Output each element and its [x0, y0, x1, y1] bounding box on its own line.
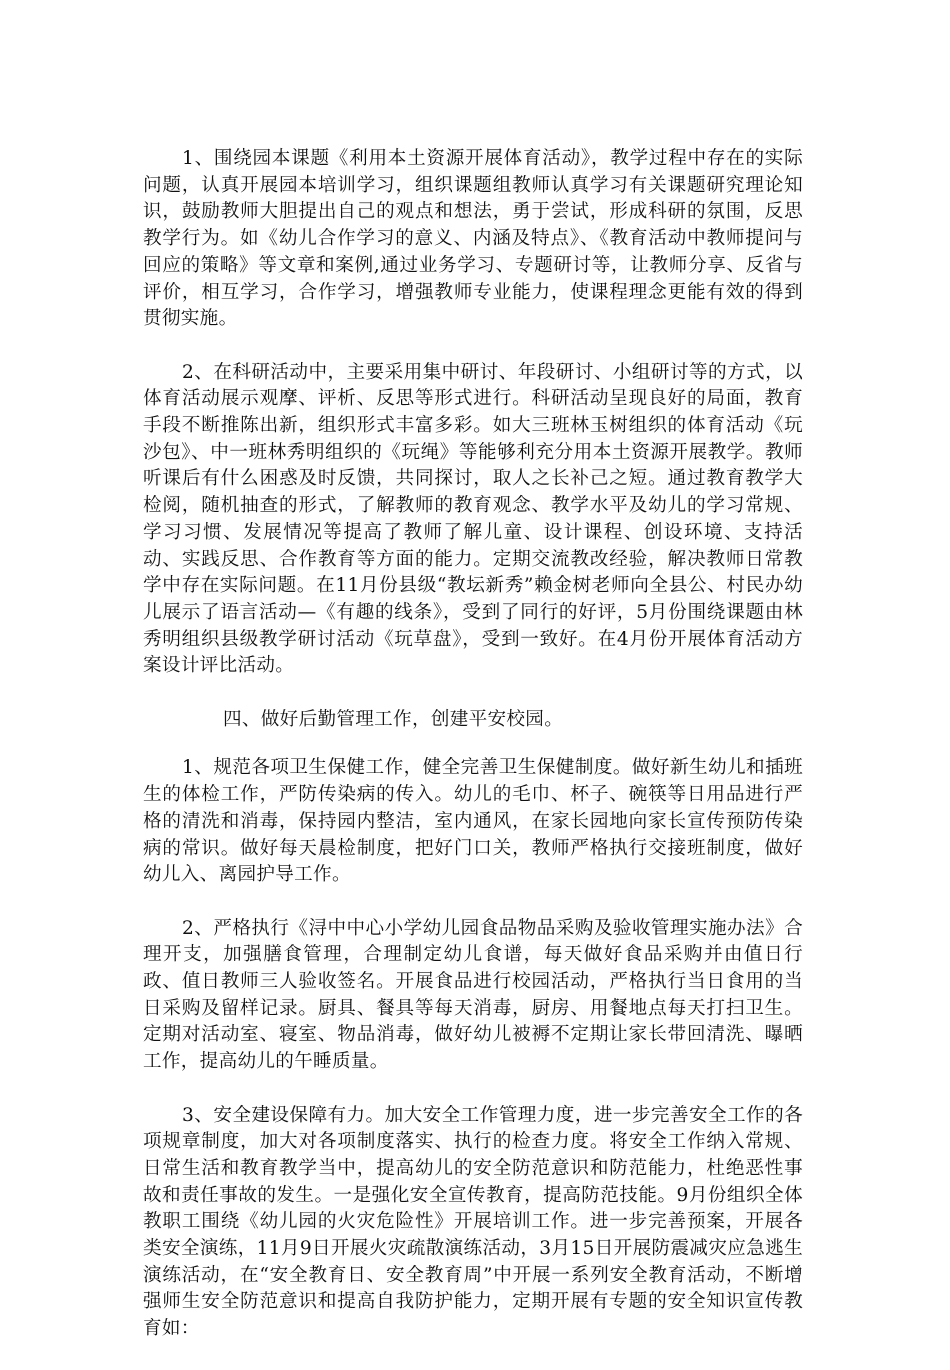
paragraph-3: 1、规范各项卫生保健工作，健全完善卫生保健制度。做好新生幼儿和插班生的体检工作，严防传染病的传入。幼儿的毛巾、杯子、碗筷等日用品进行严格的清洗和消毒，保持园内整洁，室内通风，在家长园地向家长宣传预防传染病的常识。做好每天晨检制度，把好门口关，教师严格执行交接班制度，做好幼儿入、离园护导工作。	[143, 757, 803, 886]
paragraph-5: 3、安全建设保障有力。加大安全工作管理力度，进一步完善安全工作的各项规章制度，加大对各项制度落实、执行的检查力度。将安全工作纳入常规、日常生活和教育教学当中，提高幼儿的安全防范意识和防范能力，杜绝恶性事故和责任事故的发生。一是强化安全宣传教育，提高防范技能。9月份组织全体教职工围绕《幼儿园的火灾危险性》开展培训工作。进一步完善预案，开展各类安全演练，11月9日开展火灾疏散演练活动，3月15日开展防震减灾应急逃生演练活动，在“安全教育日、安全教育周”中开展一系列安全教育活动，不断增强师生安全防范意识和提高自我防护能力，定期开展有专题的安全知识宣传教育如：	[143, 1104, 803, 1340]
paragraph-4: 2、严格执行《浔中中心小学幼儿园食品物品采购及验收管理实施办法》合理开支，加强膳食管理，合理制定幼儿食谱，每天做好食品采购并由值日行政、值日教师三人验收签名。开展食品进行校园活动，严格执行当日食用的当日采购及留样记录。厨具、餐具等每天消毒，厨房、用餐地点每天打扫卫生。定期对活动室、寝室、物品消毒，做好幼儿被褥不定期让家长带回清洗、曝晒工作，提高幼儿的午睡质量。	[143, 917, 803, 1073]
paragraph-1: 1、围绕园本课题《利用本土资源开展体育活动》，教学过程中存在的实际问题，认真开展园本培训学习，组织课题组教师认真学习有关课题研究理论知识，鼓励教师大胆提出自己的观点和想法，勇于尝试，形成科研的氛围，反思教学行为。如《幼儿合作学习的意义、内涵及特点》、《教育活动中教师提问与回应的策略》等文章和案例,通过业务学习、专题研讨等，让教师分享、反省与评价，相互学习，合作学习，增强教师专业能力，使课程理念更能有效的得到贯彻实施。	[143, 148, 803, 330]
section-heading-4: 四、做好后勤管理工作，创建平安校园。	[223, 708, 564, 730]
paragraph-2: 2、在科研活动中，主要采用集中研讨、年段研讨、小组研讨等的方式，以体育活动展示观摩、评析、反思等形式进行。科研活动呈现良好的局面，教育手段不断推陈出新，组织形式丰富多彩。如大三班林玉树组织的体育活动《玩沙包》、中一班林秀明组织的《玩绳》等能够利充分用本土资源开展教学。教师听课后有什么困惑及时反馈，共同探讨，取人之长补己之短。通过教育教学大检阅，随机抽查的形式，了解教师的教育观念、教学水平及幼儿的学习常规、学习习惯、发展情况等提高了教师了解儿童、设计课程、创设环境、支持活动、实践反思、合作教育等方面的能力。定期交流教改经验，解决教师日常教学中存在实际问题。在11月份县级“教坛新秀”赖金树老师向全县公、村民办幼儿展示了语言活动—《有趣的线条》，受到了同行的好评，5月份围绕课题由林秀明组织县级教学研讨活动《玩草盘》，受到一致好。在4月份开展体育活动方案设计评比活动。	[143, 361, 803, 677]
document-body	[143, 146, 803, 1370]
